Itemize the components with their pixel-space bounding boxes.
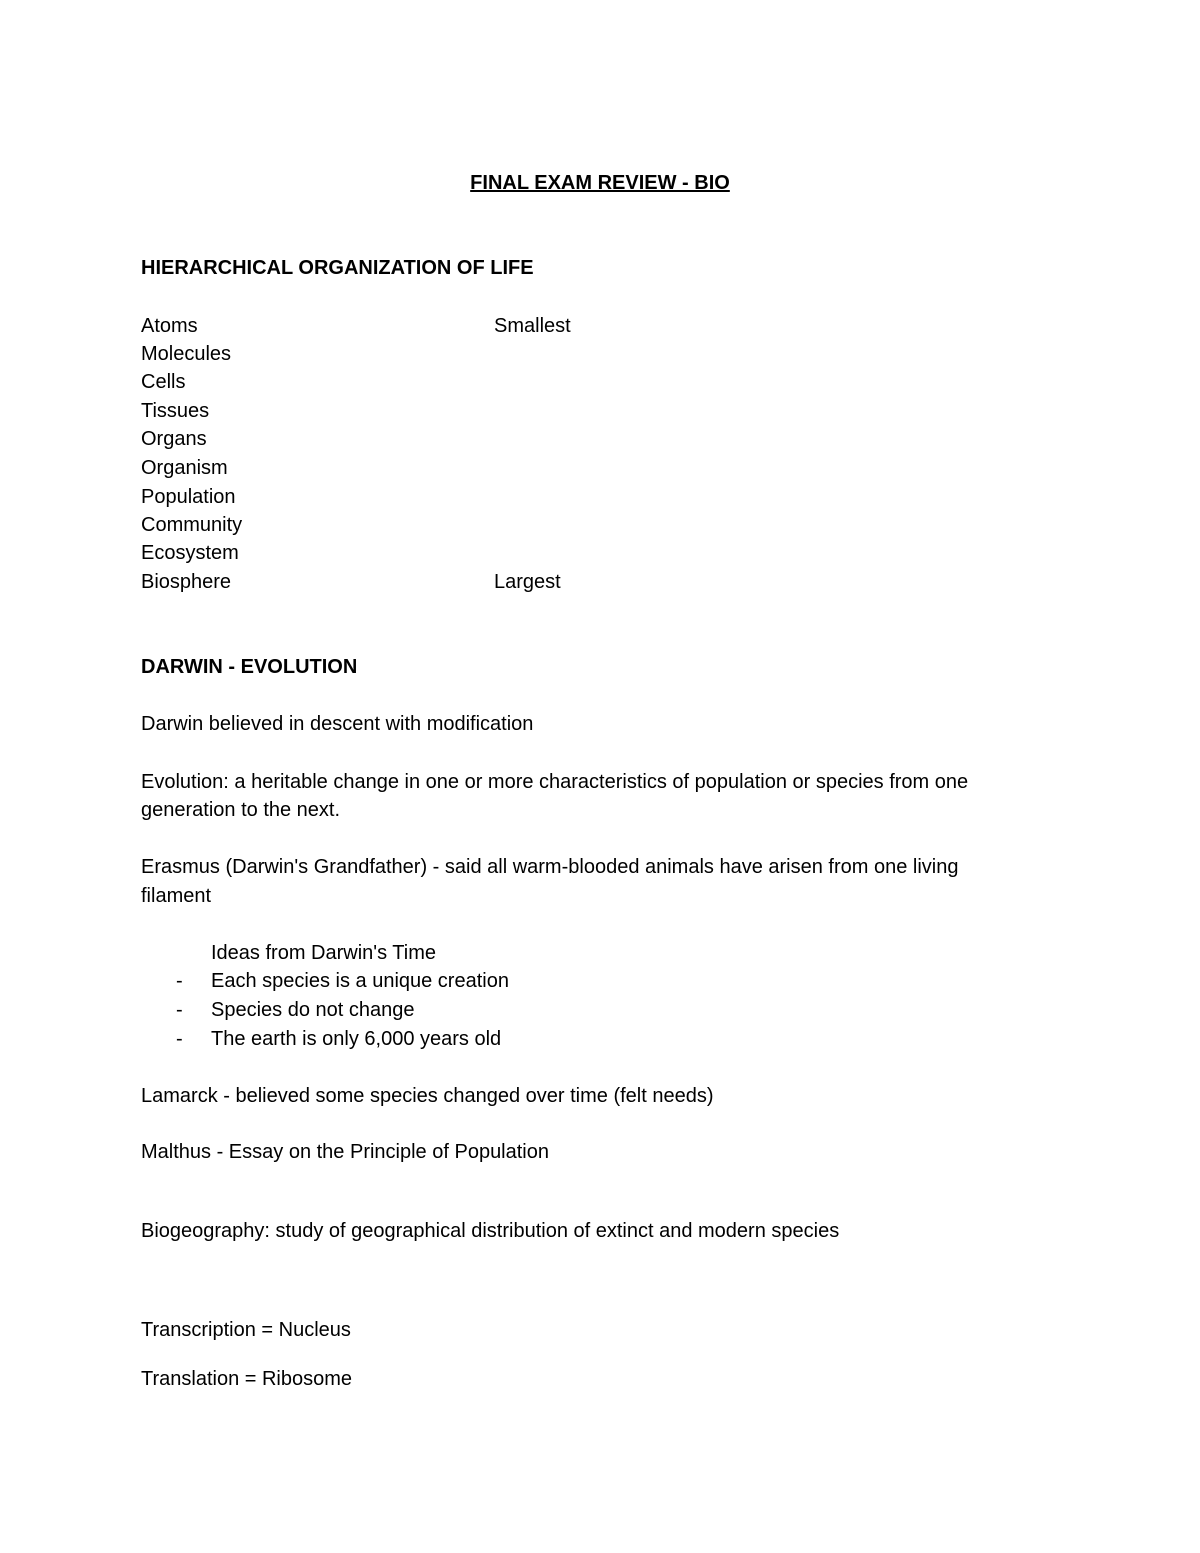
bullet-marker: - [176,1028,183,1050]
section-heading-hierarchy: HIERARCHICAL ORGANIZATION OF LIFE [141,257,534,279]
largest-label: Largest [494,571,561,593]
hierarchy-level: Cells [141,371,186,393]
paragraph-transcription: Transcription = Nucleus [141,1319,351,1341]
section-heading-darwin: DARWIN - EVOLUTION [141,656,358,678]
list-item: Species do not change [211,999,415,1021]
document-title: FINAL EXAM REVIEW - BIO [470,172,730,194]
paragraph-descent: Darwin believed in descent with modification [141,713,534,735]
paragraph-erasmus-line2: filament [141,885,212,907]
list-item: Each species is a unique creation [211,970,509,992]
hierarchy-level: Molecules [141,343,232,365]
hierarchy-level: Organism [141,457,228,479]
paragraph-evolution-line1: Evolution: a heritable change in one or more characteristics of population or species from one [141,771,969,793]
bullet-marker: - [176,999,183,1021]
list-item: The earth is only 6,000 years old [211,1028,502,1050]
hierarchy-level: Population [141,486,236,508]
paragraph-erasmus-line1: Erasmus (Darwin's Grandfather) - said all warm-blooded animals have arisen from one living [141,856,959,878]
paragraph-malthus: Malthus - Essay on the Principle of Population [141,1141,549,1163]
hierarchy-level: Tissues [141,400,210,422]
paragraph-translation: Translation = Ribosome [141,1368,353,1390]
hierarchy-level: Biosphere [141,571,232,593]
paragraph-biogeography: Biogeography: study of geographical distribution of extinct and modern species [141,1220,840,1242]
paragraph-evolution-line2: generation to the next. [141,799,341,821]
ideas-heading: Ideas from Darwin's Time [211,942,436,964]
paragraph-lamarck: Lamarck - believed some species changed over time (felt needs) [141,1085,714,1107]
bullet-marker: - [176,970,183,992]
hierarchy-level: Organs [141,428,207,450]
hierarchy-level: Ecosystem [141,542,239,564]
hierarchy-level: Community [141,514,243,536]
smallest-label: Smallest [494,315,571,337]
hierarchy-level: Atoms [141,315,198,337]
